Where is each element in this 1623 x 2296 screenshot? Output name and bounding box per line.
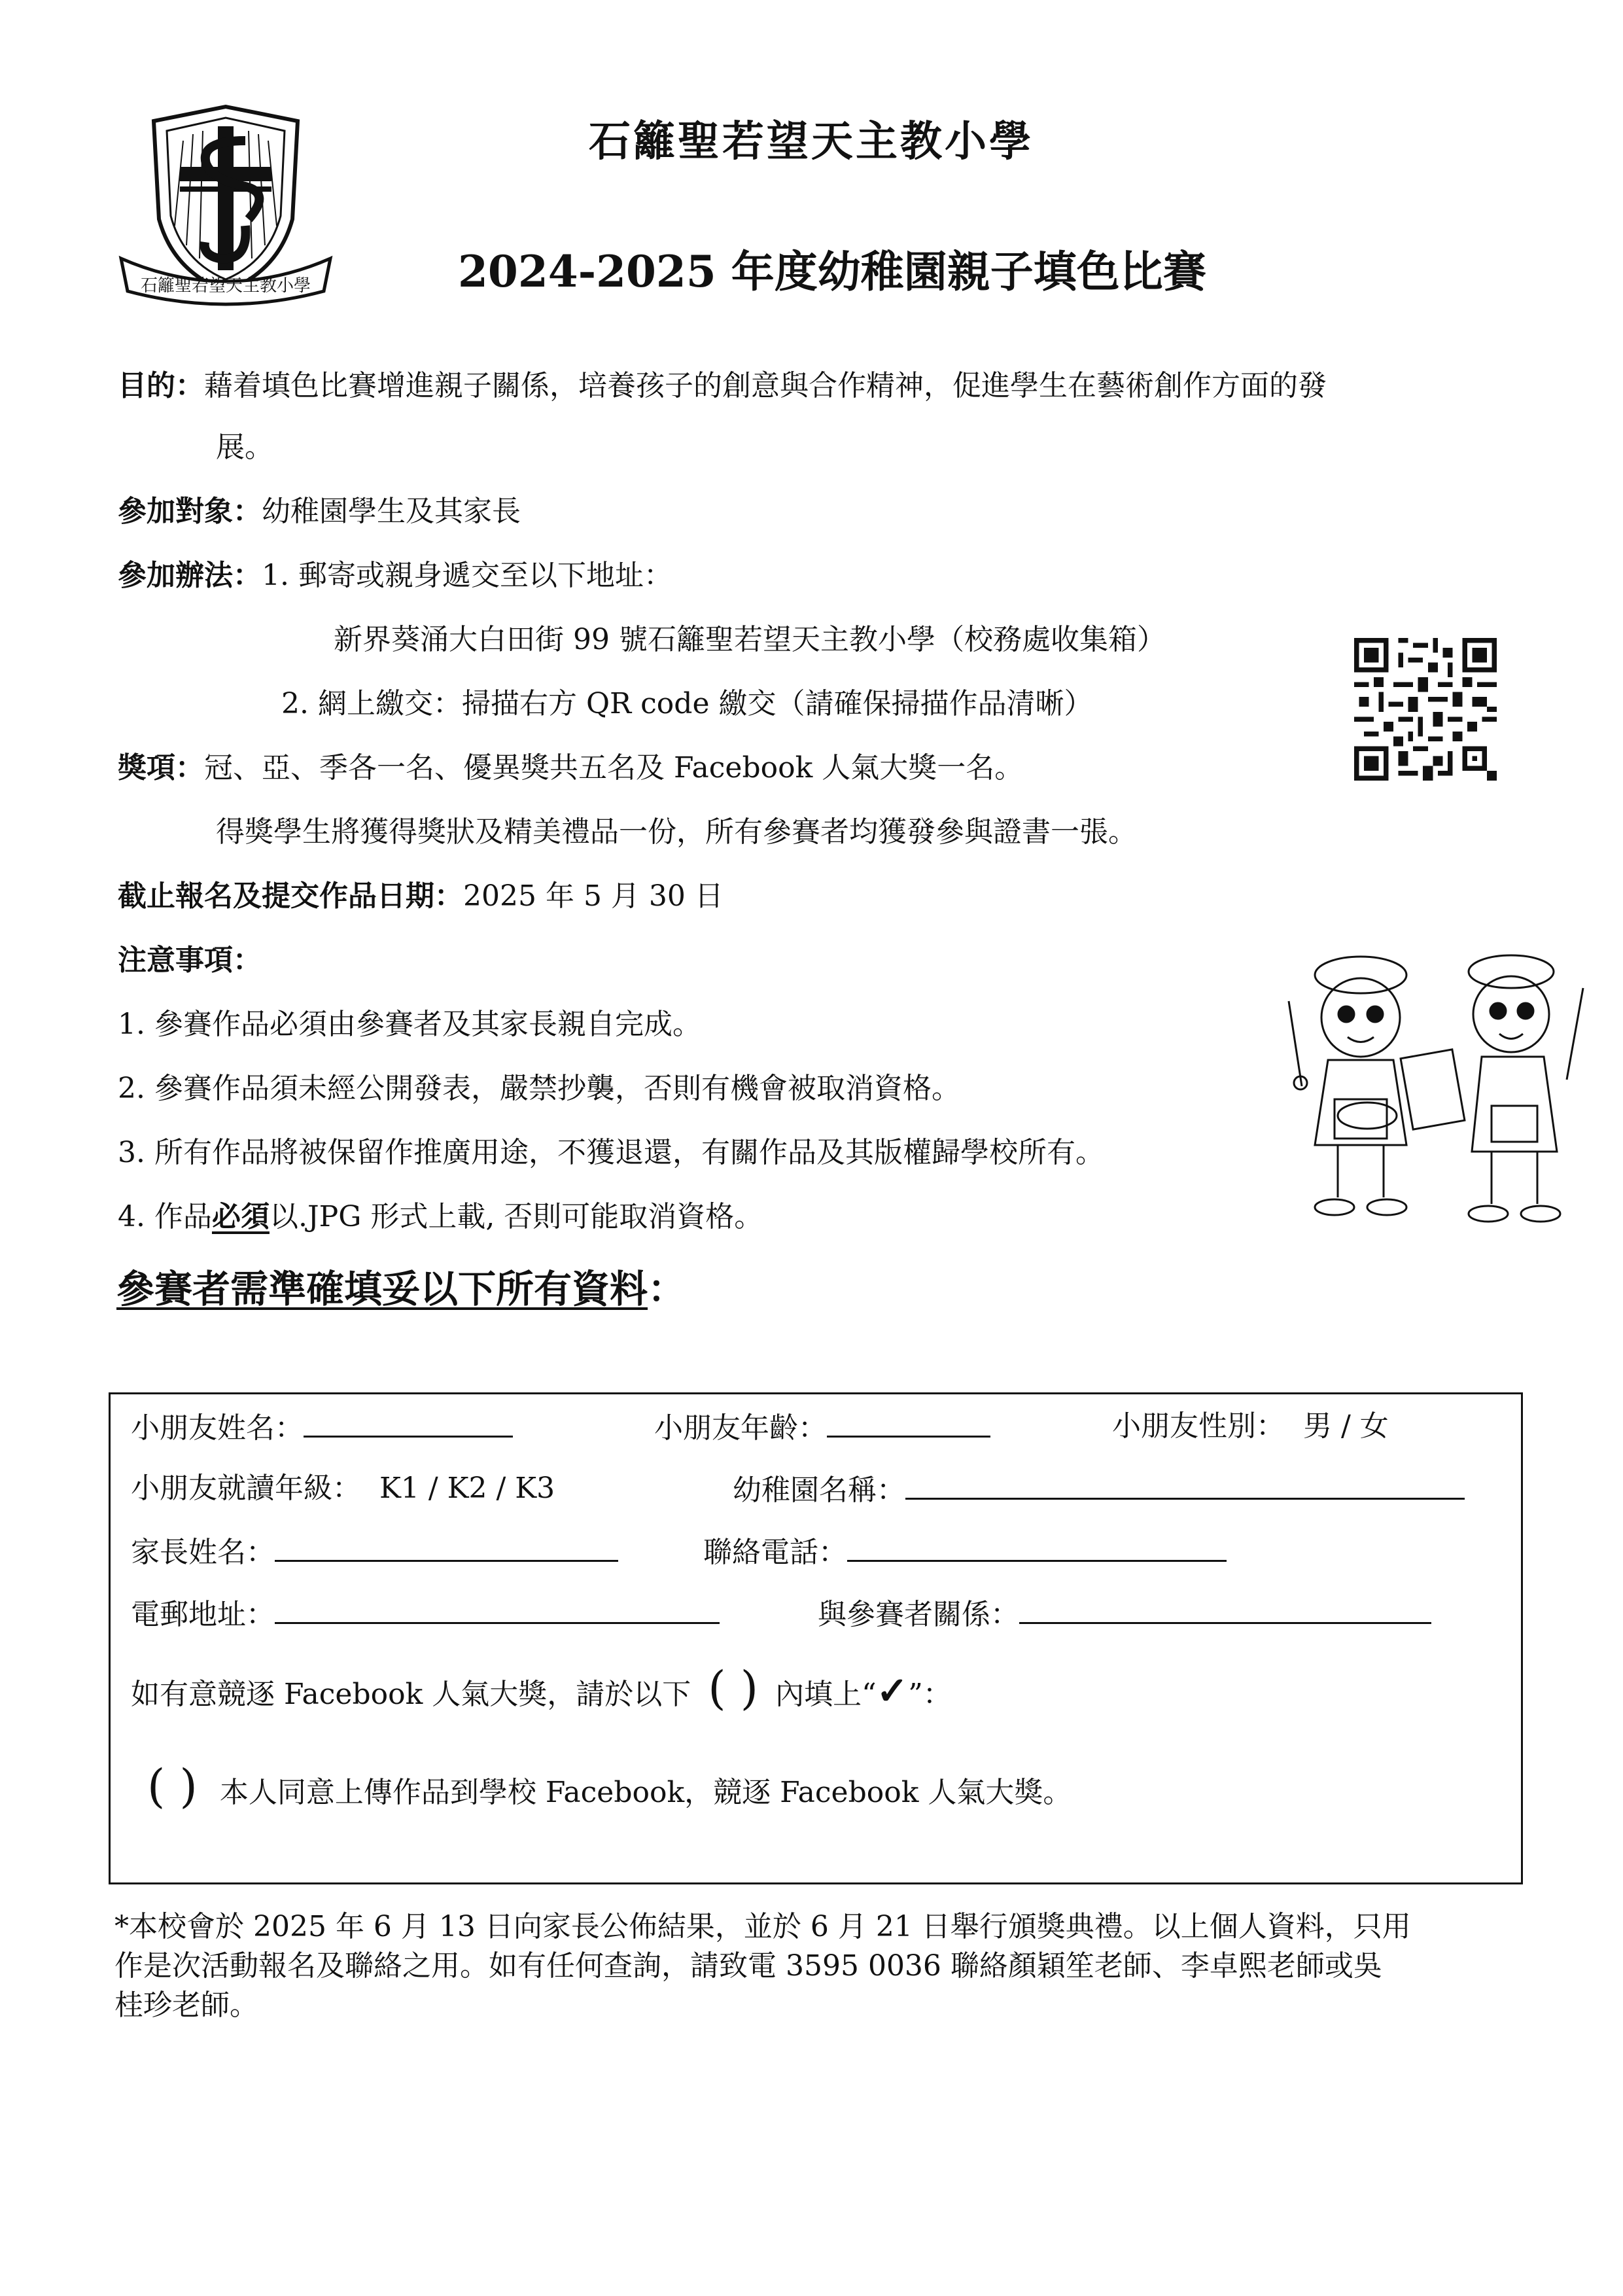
qr-code[interactable] [1354,638,1497,781]
method-item2: 2. 網上繳交：掃描右方 QR code 繳交（請確保掃描作品清晰） [281,687,1093,720]
notes-item4-post: 以.JPG 形式上載, 否則可能取消資格。 [269,1200,763,1233]
notes-item2: 2. 參賽作品須未經公開發表，嚴禁抄襲，否則有機會被取消資格。 [118,1072,960,1105]
fb-prompt-pre: 如有意競逐 Facebook 人氣大獎，請於以下 [131,1678,691,1711]
child-gender-label: 小朋友性別： [1112,1409,1285,1443]
notes-item4-pre: 4. 作品 [118,1200,212,1233]
grade-row [131,1469,555,1508]
method-label: 參加辦法： [118,559,262,592]
deadline-label: 截止報名及提交作品日期： [118,879,463,913]
child-age-row [654,1407,990,1448]
purpose-label: 目的： [118,369,204,402]
school-logo [114,95,337,317]
email-row [131,1593,720,1634]
form-heading [116,1263,686,1315]
notes-item4 [118,1197,763,1237]
method-item1: 1. 郵寄或親身遞交至以下地址： [262,559,672,592]
purpose-text1: 藉着填色比賽增進親子關係，培養孩子的創意與合作精神，促進學生在藝術創作方面的發 [204,369,1327,402]
participants-text: 幼稚園學生及其家長 [262,495,521,528]
notes-item4-emphasis: 必須 [211,1200,270,1233]
kindergarten-row [733,1469,1465,1510]
consent-row [147,1759,1072,1813]
phone-row [703,1531,1227,1572]
participants-label: 參加對象： [118,495,262,528]
parent-name-row [131,1531,618,1572]
notes-item1: 1. 參賽作品必須由參賽者及其家長親自完成。 [118,1008,701,1041]
parent-name-label: 家長姓名： [131,1536,275,1569]
school-name: 石籬聖若望天主教小學 [589,117,1034,166]
email-label: 電郵地址： [131,1598,275,1631]
deadline-text: 2025 年 5 月 30 日 [463,879,724,913]
fb-prompt-paren: ( ) [708,1661,759,1715]
footer-line1: *本校會於 2025 年 6 月 13 日向家長公佈結果，並於 6 月 21 日舉行頒獎典禮。以上個人資料，只用 [114,1910,1411,1943]
phone-field[interactable] [847,1531,1227,1562]
deadline-line [118,877,724,916]
consent-text: 本人同意上傳作品到學校 Facebook，競逐 Facebook 人氣大獎。 [219,1776,1072,1809]
relation-label: 與參賽者關係： [818,1598,1019,1631]
child-name-label: 小朋友姓名： [131,1411,304,1445]
awards-line1 [118,749,1023,788]
fb-prompt-row [131,1661,952,1715]
awards-label: 獎項： [118,751,204,785]
child-name-field[interactable] [304,1407,513,1438]
awards-text2: 得獎學生將獲得獎狀及精美禮品一份，所有參賽者均獲發參與證書一張。 [216,815,1137,849]
notes-item3: 3. 所有作品將被保留作推廣用途，不獲退還，有關作品及其版權歸學校所有。 [118,1136,1104,1169]
checkmark-icon: ✓ [876,1669,909,1713]
participants-line [118,492,521,531]
grade-label: 小朋友就讀年級： [131,1472,361,1505]
logo-caption: 石籬聖若望天主教小學 [140,276,311,296]
child-age-label: 小朋友年齡： [654,1411,827,1445]
purpose-text2: 展。 [216,431,273,464]
relation-row [818,1593,1431,1634]
children-painters-illustration [1276,949,1596,1230]
method-line1 [118,556,672,595]
relation-field[interactable] [1019,1593,1431,1624]
notes-label: 注意事項： [118,944,262,977]
fb-prompt-end: ”： [908,1678,952,1711]
kindergarten-label: 幼稚園名稱： [733,1474,905,1507]
child-gender-row [1112,1407,1389,1446]
kindergarten-field[interactable] [905,1469,1465,1500]
email-field[interactable] [275,1593,720,1624]
event-title: 2024-2025 年度幼稚園親子填色比賽 [458,246,1206,297]
form-heading-text: 參賽者需準確填妥以下所有資料 [116,1267,648,1311]
footer-line2: 作是次活動報名及聯絡之用。如有任何查詢，請致電 3595 0036 聯絡顏穎笙老師、李卓熙老師或吳 [114,1949,1382,1983]
child-name-row [131,1407,513,1448]
footer-line3: 桂珍老師。 [114,1988,258,2022]
grade-options[interactable]: K1 / K2 / K3 [379,1472,555,1505]
gender-options[interactable]: 男 / 女 [1302,1409,1389,1443]
awards-text: 冠、亞、季各一名、優異獎共五名及 Facebook 人氣大獎一名。 [204,751,1024,785]
child-age-field[interactable] [827,1407,990,1438]
fb-prompt-post: 內填上“ [775,1678,877,1711]
method-address: 新界葵涌大白田街 99 號石籬聖若望天主教小學（校務處收集箱） [334,623,1166,656]
purpose-line1 [118,366,1327,406]
consent-checkbox[interactable]: ( ) [147,1759,198,1813]
form-heading-suffix: ： [648,1267,686,1311]
phone-label: 聯絡電話： [703,1536,847,1569]
parent-name-field[interactable] [275,1531,618,1562]
